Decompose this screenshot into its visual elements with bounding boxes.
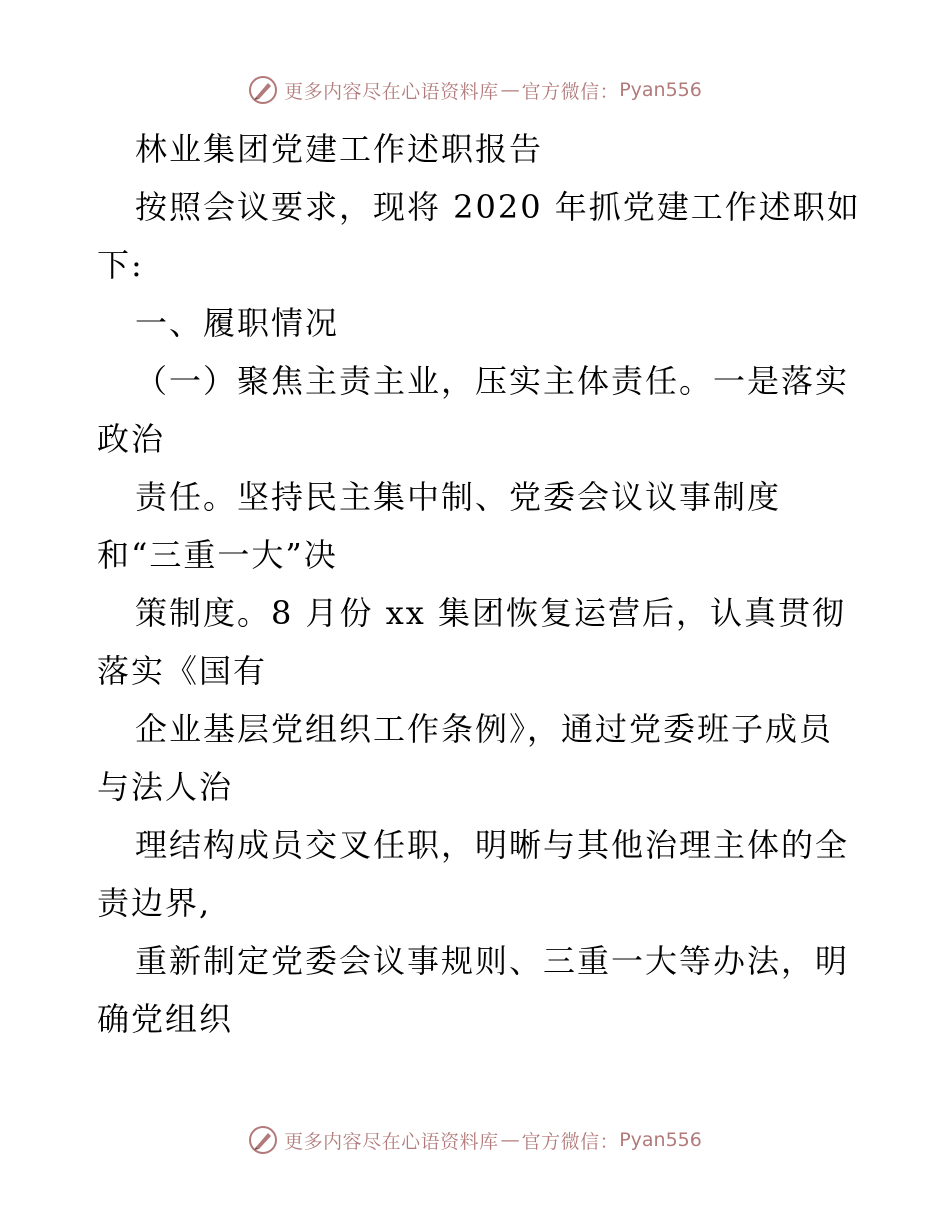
paragraph-line: 与法人治	[97, 768, 234, 806]
watermark-id: Pyan556	[619, 1129, 702, 1151]
watermark-suffix: 官方微信：	[521, 80, 620, 103]
watermark-separator: —	[500, 1129, 520, 1151]
pen-logo-icon	[248, 75, 278, 105]
paragraph-line: 责边界,	[97, 884, 212, 922]
paragraph-line: 下:	[97, 246, 144, 284]
paragraph-line: 政治	[97, 420, 166, 458]
paragraph-line: 责任。坚持民主集中制、党委会议议事制度	[135, 478, 782, 516]
watermark-text: 更多内容尽在心语资料库	[284, 1130, 499, 1153]
paragraph-line: 策制度。8 月份 xx 集团恢复运营后，认真贯彻	[135, 594, 846, 632]
paragraph-line: 确党组织	[97, 1000, 234, 1038]
paragraph-line: 重新制定党委会议事规则、三重一大等办法，明	[135, 942, 850, 980]
header-watermark	[0, 70, 950, 110]
paragraph-line: 和“三重一大”决	[97, 536, 338, 574]
section-heading: 一、履职情况	[135, 304, 340, 342]
pen-logo-icon	[248, 1125, 278, 1155]
paragraph-line: 按照会议要求，现将 2020 年抓党建工作述职如	[135, 188, 861, 226]
watermark-id: Pyan556	[619, 79, 702, 101]
paragraph-line: 企业基层党组织工作条例》，通过党委班子成员	[135, 710, 834, 748]
document-body	[97, 120, 861, 1048]
document-title: 林业集团党建工作述职报告	[135, 130, 544, 168]
footer-watermark	[0, 1120, 950, 1160]
paragraph-line: （一）聚焦主责主业，压实主体责任。一是落实	[135, 362, 850, 400]
watermark-suffix: 官方微信：	[521, 1130, 620, 1153]
watermark-text: 更多内容尽在心语资料库	[284, 80, 499, 103]
paragraph-line: 理结构成员交叉任职，明晰与其他治理主体的全	[135, 826, 850, 864]
paragraph-line: 落实《国有	[97, 652, 268, 690]
watermark-separator: —	[500, 79, 520, 101]
